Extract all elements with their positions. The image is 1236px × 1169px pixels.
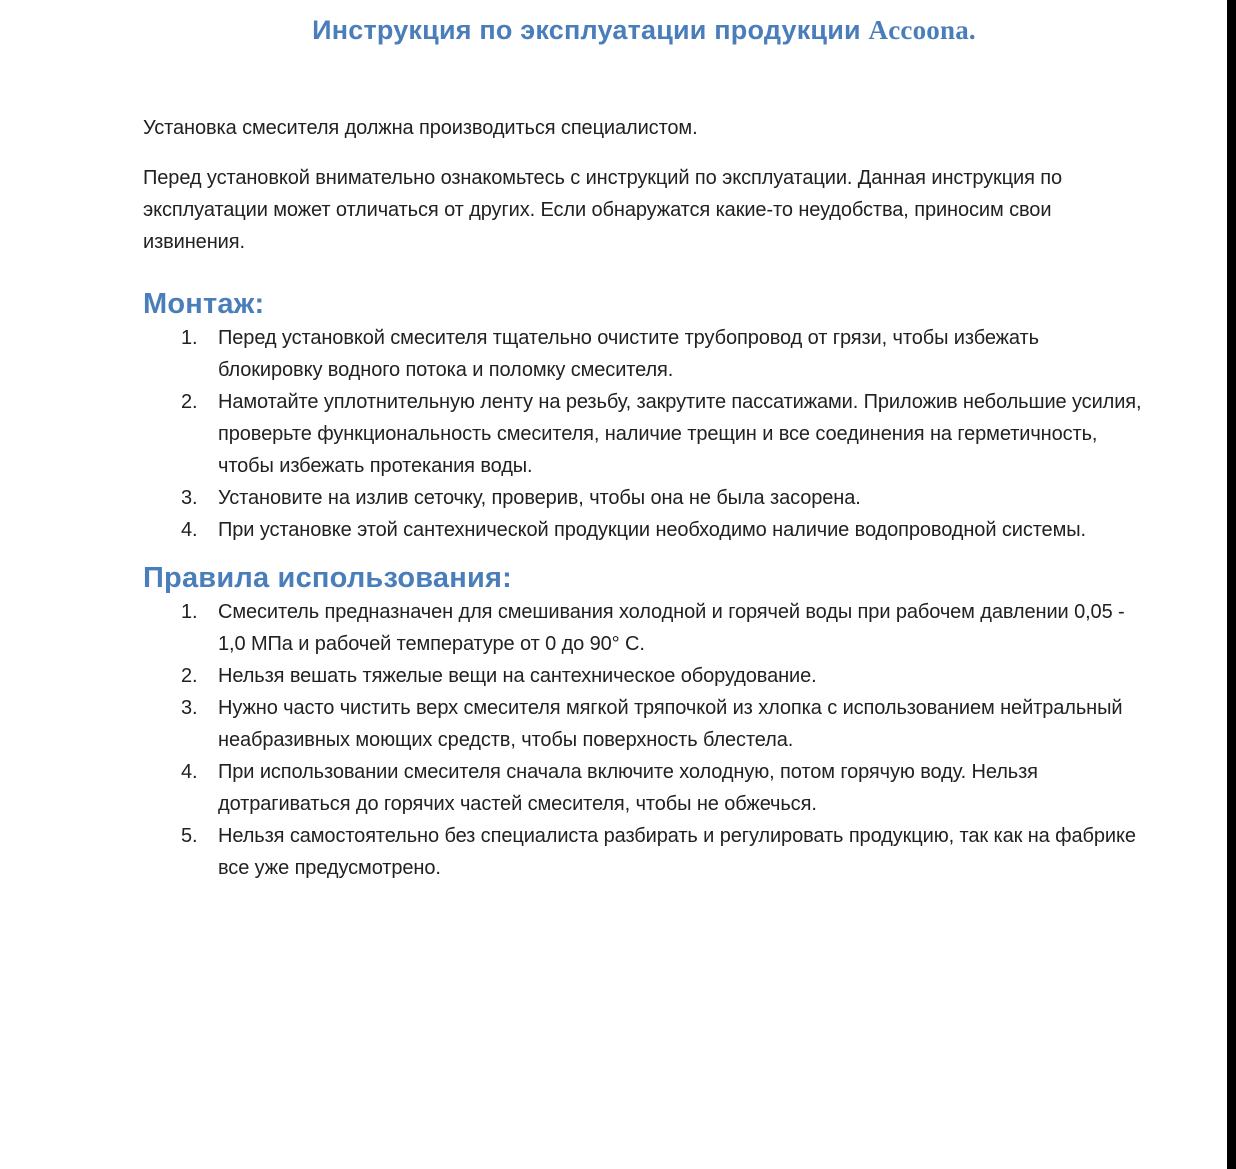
list-item: Нельзя вешать тяжелые вещи на сантехническое оборудование. — [218, 665, 817, 687]
right-edge-bar — [1227, 0, 1236, 1169]
list-item: Нужно часто чистить верх смесителя мягкой тряпочкой из хлопка с использованием нейтральный неабразивных моющих средств, чтобы поверхность блестела. — [218, 697, 1123, 751]
list-item: При использовании смесителя сначала включите холодную, потом горячую воду. Нельзя дотрагиваться до горячих частей смесителя, чтобы не обжечься. — [218, 761, 1038, 815]
brand-name: Accoona. — [868, 15, 976, 45]
list-item: Перед установкой смесителя тщательно очистите трубопровод от грязи, чтобы избежать блокировку водного потока и поломку смесителя. — [218, 327, 1039, 381]
list-item: Нельзя самостоятельно без специалиста разбирать и регулировать продукцию, так как на фабрике все уже предусмотрено. — [218, 825, 1136, 879]
list-item: Намотайте уплотнительную ленту на резьбу, закрутите пассатижами. Приложив небольшие усилия, проверьте функциональность смесителя, наличие трещин и все соединения на герметичность, чтобы избежать протекания воды. — [218, 391, 1142, 477]
document-page — [143, 0, 1145, 884]
document-title-text: Инструкция по эксплуатации продукции — [312, 15, 861, 45]
montazh-list — [181, 322, 1145, 546]
section-heading-pravila: Правила использования: — [143, 562, 512, 594]
pravila-list — [181, 596, 1145, 884]
intro-paragraph-2: Перед установкой внимательно ознакомьтесь с инструкций по эксплуатации. Данная инструкция по эксплуатации может отличаться от других. Если обнаружатся какие-то неудобства, приносим свои извинения. — [143, 167, 1063, 253]
list-item: Смеситель предназначен для смешивания холодной и горячей воды при рабочем давлении 0,05 - 1,0 МПа и рабочей температуре от 0 до 90° С. — [218, 601, 1125, 655]
list-item: При установке этой сантехнической продукции необходимо наличие водопроводной системы. — [218, 519, 1086, 541]
intro-paragraph-1: Установка смесителя должна производиться специалистом. — [143, 117, 698, 139]
section-heading-montazh: Монтаж: — [143, 288, 265, 320]
list-item: Установите на излив сеточку, проверив, чтобы она не была засорена. — [218, 487, 861, 509]
document-title — [143, 0, 1145, 48]
